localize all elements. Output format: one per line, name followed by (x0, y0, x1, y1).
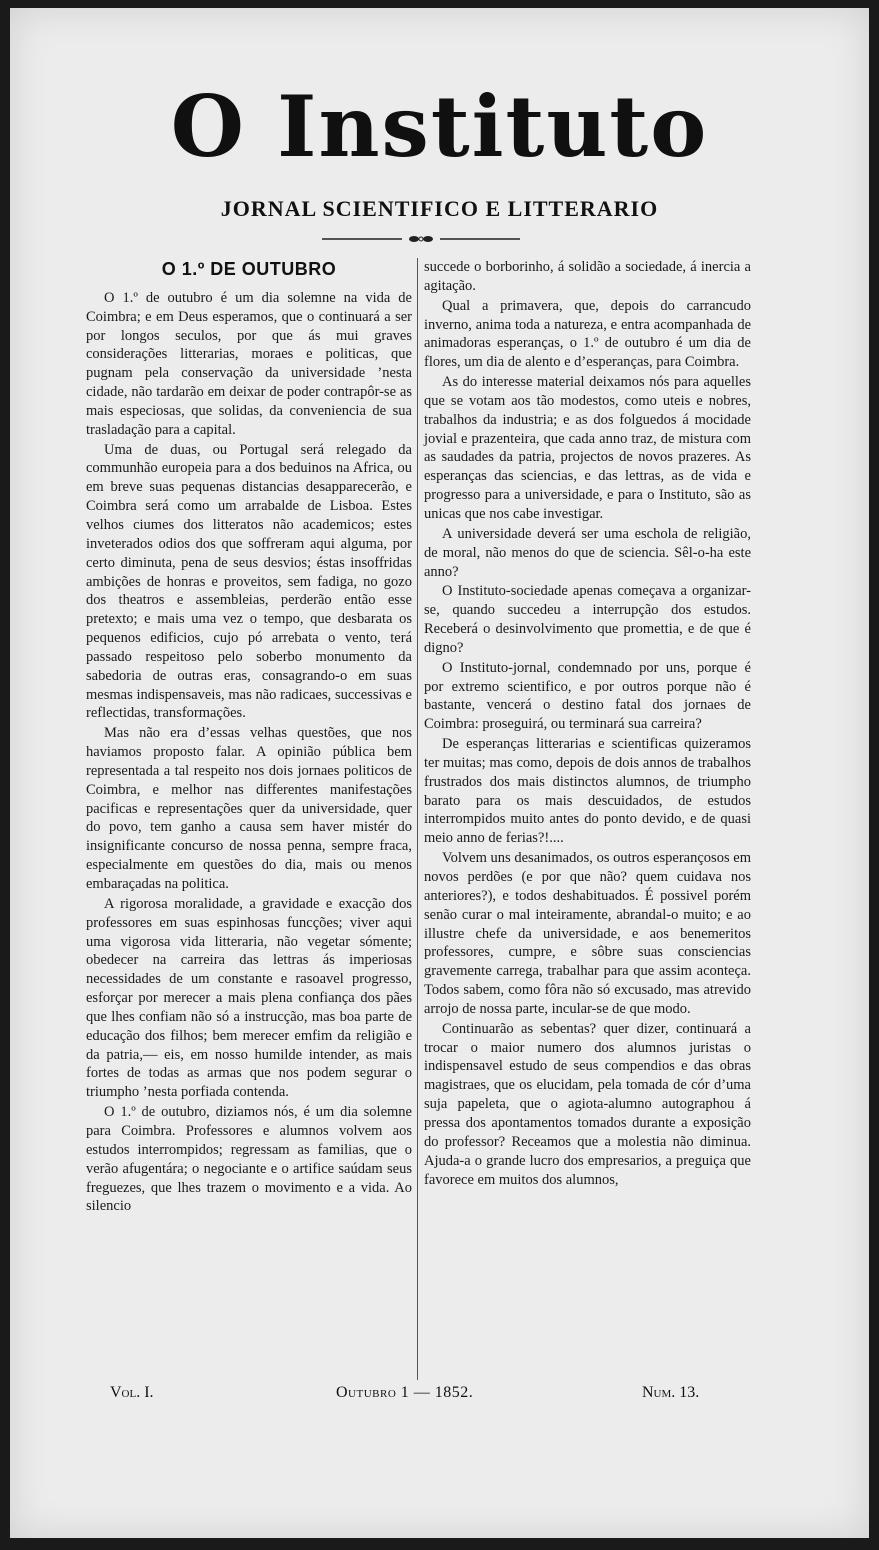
ornament-rule (322, 234, 520, 244)
right-paragraph: Volvem uns desanimados, os outros esperançosos em novos perdões (e por que não? quem cuidava nos anteriores?), e todos deshabituados. É possivel porém senão curar o mal inteiramente, abrandal-o muito; e ao illustre chefe da universidade, e aos benemeritos professores, cumpre, e sôbre suas consciencias gravemente carrega, trabalhar para que assim aconteça. Todos sabem, como fôra não só excusado, mas atrevido arrojo de nossa parte, incular-se de que modo. (424, 850, 751, 1017)
right-lead: succede o borborinho, á solidão a sociedade, á inercia a agitação. (424, 259, 751, 294)
right-paragraph: As do interesse material deixamos nós para aquelles que se votam aos tão modestos, como uteis e nobres, trabalhos da industria; e as dos folguedos á mocidade jovial e prazenteira, que cada anno traz, de mistura com as saudades da patria, projectos de novos prazeres. As esperanças das sciencias, e das lettras, as de vida e progresso para a universidade, e para o Instituto, são as unicas que nos cabe investigar. (424, 374, 751, 522)
right-paragraph: Qual a primavera, que, depois do carrancudo inverno, anima toda a natureza, e entra acompanhada de animadoras esperanças, o 1.º de outubro é um dia de flores, um dia de alento e d’esperanças, para Coimbra. (424, 297, 751, 371)
masthead-subtitle: JORNAL SCIENTIFICO E LITTERARIO (220, 196, 659, 221)
left-column (86, 258, 412, 1217)
left-paragraph: Mas não era d’essas velhas questões, que nos haviamos proposto falar. A opinião pública bem representada a tal respeito nos dois jornaes politicos de Coimbra, e melhor nas differentes manifestações pacificas e representações quer da universidade, quer do povo, tem ganho a causa sem haver mistér do insignificante concurso de nossa penna, sempre fraca, especialmente em questões do dia, mais ou menos embaraçadas na politica. (86, 725, 412, 892)
column-divider (417, 258, 418, 1380)
masthead-title: O Instituto (170, 77, 709, 176)
article-heading: O 1.º DE OUTUBRO (161, 259, 337, 279)
right-paragraph: De esperanças litterarias e scientificas quizeramos ter muitas; mas como, depois de dois annos de trabalhos frustrados dos mais distinctos alumnos, de triumpho barato para os mais descuidados, de estudos interrompidos muito antes do ponto devido, e de quasi meio anno de ferias?!.... (424, 736, 751, 847)
right-column (424, 258, 751, 1190)
footer-volume: Vol. I. (110, 1384, 154, 1401)
left-paragraph: O 1.º de outubro, diziamos nós, é um dia solemne para Coimbra. Professores e alumnos volvem aos estudos interrompidos; regressam as familias, que o verão afugentára; o negociante e o artifice saúdam seus freguezes, que lhes trazem o movimento e a vida. Ao silencio (86, 1104, 412, 1215)
left-paragraph: A rigorosa moralidade, a gravidade e exacção dos professores em suas espinhosas funcções; viver aqui uma vigorosa vida litteraria, não vegetar sómente; obedecer na carreira das lettras ás imperiosas necessidades de um constante e rasoavel progresso, esforçar por merecer a mais plena confiança dos pães que lhes confiam não só a instrucção, mas boa parte de educação dos filhos; bem merecer emfim da religião e da patria,— eis, em nosso humilde intender, as mais fortes de todas as armas que nos podem segurar o triumpho ’nesta porfiada contenda. (86, 895, 412, 1101)
left-paragraph: Uma de duas, ou Portugal será relegado da communhão europeia para a dos beduinos na Africa, ou em breve suas pequenas distancias desapparecerão, e Coimbra será como um arrabalde de Lisboa. Estes velhos ciumes dos litteratos não academicos; estes inveterados odios dos que soffreram aqui alguma, por certo diminuta, pena de seus desvios; éstas insoffridas ambições de honras e proveitos, sem fadiga, no gozo dos theatros e assembleias, perderão então esse pretexto; e mais uma vez o tempo, que desbarata os pequenos edificios, cujo pó arrebata o vento, terá passado respeitoso pelo soberbo monumento da sabedoria de outras eras, consagrando-o em suas mesmas indispensaveis, mas não radicaes, successivas e reflectidas, transformações. (86, 441, 412, 722)
right-paragraph: Continuarão as sebentas? quer dizer, continuará a trocar o maior numero dos alumnos juristas o indispensavel estudo de seus compendios e das obras magistraes, que os elucidam, pela tomada de cór d’uma suja papeleta, que o agiota-alumno autographou á pressa dos apontamentos tomados durante a exposição do professor? Receamos que a molestia não diminua. Ajuda-a o grande lucro dos empresarios, a preguiça que favorece em muitos dos alumnos, (424, 1020, 751, 1188)
right-paragraph: O Instituto-sociedade apenas começava a organizar-se, quando succedeu a interrupção dos estudos. Receberá o desinvolvimento que promettia, e de que é digno? (424, 583, 751, 656)
right-paragraph: A universidade deverá ser uma eschola de religião, de moral, não menos do que de sciencia. Sêl-o-ha este anno? (424, 525, 751, 580)
footer-date: Outubro 1 — 1852. (336, 1384, 474, 1401)
right-paragraph: O Instituto-jornal, condemnado por uns, porque é por extremo scientifico, e por outros porque não é bastante, vencerá o destino fatal dos jornaes de Coimbra: proseguirá, ou terminará sua carreira? (424, 659, 751, 733)
left-paragraph: O 1.º de outubro é um dia solemne na vida de Coimbra; e em Deus esperamos, que o continuará a ser por longos seculos, por que ás mui graves considerações litterarias, moraes e politicas, que pugnam pela conservação da universidade ’nesta cidade, não tardarão em deixar de poder contrapôr-se as mais especiosas, que solidas, da conveniencia de sua trasladação para a capital. (86, 289, 412, 438)
footer-number: Num. 13. (642, 1384, 700, 1401)
